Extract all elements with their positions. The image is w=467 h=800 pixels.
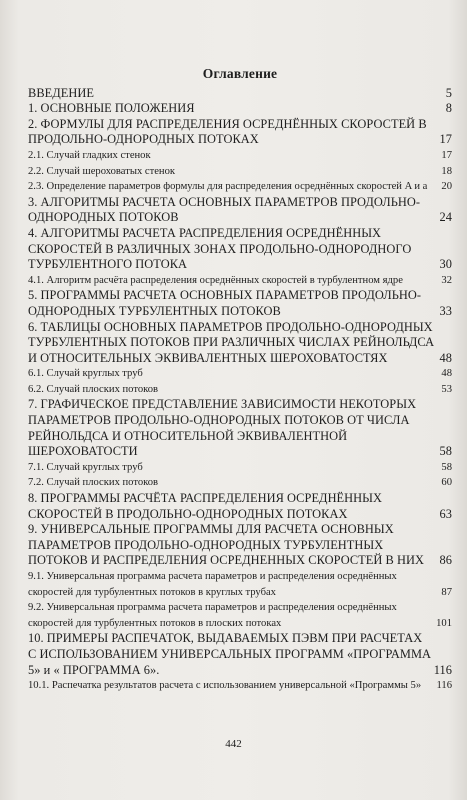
toc-entry-page: 20 — [441, 181, 452, 193]
toc-entry — [28, 460, 452, 476]
toc-entry-title: 7.1. Случай круглых труб — [28, 461, 143, 473]
toc-entry-page: 60 — [441, 477, 452, 489]
toc-entry — [28, 179, 452, 195]
toc-entry-page: 17 — [441, 149, 452, 161]
toc-entry-title: 7. ГРАФИЧЕСКОЕ ПРЕДСТАВЛЕНИЕ ЗАВИСИМОСТИ НЕКОТОРЫХ ПАРАМЕТРОВ ПРОДОЛЬНО-ОДНОРОДНЫХ ПОТОКОВ ОТ ЧИСЛА РЕЙНОЛЬДСА И ОТНОСИТЕЛЬНОЙ ЭКВИВАЛЕНТНОЙ ШЕРОХОВАТОСТИ — [28, 397, 417, 459]
toc-entry — [28, 195, 452, 226]
toc-entry-page: 5 — [445, 85, 452, 100]
toc-entry — [28, 320, 452, 367]
toc-entry — [28, 631, 452, 678]
toc-entry — [28, 678, 452, 694]
toc-entry-title: 6.2. Случай плоских потоков — [28, 383, 159, 395]
table-of-contents — [28, 66, 452, 694]
toc-entry-title: 7.2. Случай плоских потоков — [28, 477, 159, 489]
toc-entry-page: 101 — [436, 617, 452, 629]
toc-entry-page: 8 — [445, 101, 452, 116]
toc-entry-page: 116 — [436, 680, 452, 692]
toc-entry — [28, 117, 452, 148]
toc-entry — [28, 475, 452, 491]
toc-entry-title: 2.1. Случай гладких стенок — [28, 149, 151, 161]
toc-entry-page: 48 — [439, 350, 452, 365]
toc-entry-title: 6.1. Случай круглых труб — [28, 368, 143, 380]
toc-entry-page: 24 — [439, 210, 452, 225]
toc-entry-title: 9.1. Универсальная программа расчета параметров и распределения осреднённых скоростей для турбулентных потоков в круглых трубах — [28, 571, 397, 598]
toc-entry-title: 2. ФОРМУЛЫ ДЛЯ РАСПРЕДЕЛЕНИЯ ОСРЕДНЁННЫХ СКОРОСТЕЙ В ПРОДОЛЬНО-ОДНОРОДНЫХ ПОТОКАХ — [28, 116, 427, 147]
toc-entry-title: 9.2. Универсальная программа расчета параметров и распределения осреднённых скоростей для турбулентных потоков в плоских потоках — [28, 602, 397, 629]
toc-entry-title: 10.1. Распечатка результатов расчета с использованием универсальной «Программы 5» — [28, 680, 422, 692]
toc-entry — [28, 366, 452, 382]
toc-entry — [28, 288, 452, 319]
toc-entry — [28, 101, 452, 117]
toc-entry-title: 2.3. Определение параметров формулы для распределения осреднённых скоростей A и a — [28, 181, 428, 193]
toc-entry-title: 9. УНИВЕРСАЛЬНЫЕ ПРОГРАММЫ ДЛЯ РАСЧЕТА ОСНОВНЫХ ПАРАМЕТРОВ ПРОДОЛЬНО-ОДНОРОДНЫХ ТУРБУЛЕНТНЫХ ПОТОКОВ И РАСПРЕДЕЛЕНИЯ ОСРЕДНЕННЫХ СКОРОСТЕЙ В НИХ — [28, 522, 425, 568]
toc-entry — [28, 86, 452, 102]
toc-entry-page: 32 — [441, 274, 452, 286]
toc-entry-page: 87 — [441, 586, 452, 598]
toc-entry-page: 33 — [439, 303, 452, 318]
toc-entry-page: 116 — [433, 662, 452, 677]
toc-entry-page: 18 — [441, 165, 452, 177]
toc-entry-title: 8. ПРОГРАММЫ РАСЧЁТА РАСПРЕДЕЛЕНИЯ ОСРЕДНЁННЫХ СКОРОСТЕЙ В ПРОДОЛЬНО-ОДНОРОДНЫХ ПОТОКАХ — [28, 491, 383, 521]
toc-entry-title: ВВЕДЕНИЕ — [28, 85, 94, 100]
toc-entry-page: 58 — [441, 461, 452, 473]
toc-entry-page: 17 — [439, 132, 452, 147]
toc-heading: Оглавление — [202, 66, 278, 81]
toc-entry-title: 1. ОСНОВНЫЕ ПОЛОЖЕНИЯ — [28, 101, 195, 116]
toc-entry — [28, 397, 452, 459]
toc-entry-title: 2.2. Случай шероховатых стенок — [28, 165, 176, 177]
toc-entry — [28, 522, 452, 569]
toc-entry — [28, 164, 452, 180]
toc-entry-page: 86 — [439, 553, 452, 568]
toc-entry-page: 53 — [441, 383, 452, 395]
toc-entry — [28, 569, 452, 600]
toc-entry — [28, 273, 452, 289]
toc-entry-page: 48 — [441, 368, 452, 380]
toc-entry — [28, 491, 452, 522]
toc-entry-title: 6. ТАБЛИЦЫ ОСНОВНЫХ ПАРАМЕТРОВ ПРОДОЛЬНО-ОДНОРОДНЫХ ТУРБУЛЕНТНЫХ ПОТОКОВ ПРИ РАЗЛИЧНЫХ ЧИСЛАХ РЕЙНОЛЬДСА И ОТНОСИТЕЛЬНЫХ ЭКВИВАЛЕНТНЫХ ШЕРОХОВАТОСТЯХ — [28, 319, 435, 365]
toc-entry-page: 30 — [439, 257, 452, 272]
toc-entry-page: 63 — [439, 506, 452, 521]
toc-entry — [28, 226, 452, 273]
toc-entry — [28, 382, 452, 398]
toc-entry-page: 58 — [439, 444, 452, 459]
toc-entry-title: 10. ПРИМЕРЫ РАСПЕЧАТОК, ВЫДАВАЕМЫХ ПЭВМ ПРИ РАСЧЕТАХ С ИСПОЛЬЗОВАНИЕМ УНИВЕРСАЛЬНЫХ ПРОГРАММ «ПРОГРАММА 5» и « ПРОГРАММА 6». — [28, 631, 432, 677]
toc-entry-title: 5. ПРОГРАММЫ РАСЧЕТА ОСНОВНЫХ ПАРАМЕТРОВ ПРОДОЛЬНО-ОДНОРОДНЫХ ТУРБУЛЕНТНЫХ ПОТОКОВ — [28, 288, 422, 318]
toc-entry-title: 3. АЛГОРИТМЫ РАСЧЕТА ОСНОВНЫХ ПАРАМЕТРОВ ПРОДОЛЬНО-ОДНОРОДНЫХ ПОТОКОВ — [28, 194, 421, 225]
page-number: 442 — [225, 738, 242, 750]
toc-entry — [28, 148, 452, 164]
toc-entries — [28, 86, 452, 694]
toc-entry-title: 4.1. Алгоритм расчёта распределения осреднённых скоростей в турбулентном ядре — [28, 274, 403, 286]
toc-entry-title: 4. АЛГОРИТМЫ РАСЧЕТА РАСПРЕДЕЛЕНИЯ ОСРЕДНЁННЫХ СКОРОСТЕЙ В РАЗЛИЧНЫХ ЗОНАХ ПРОДОЛЬНО-ОДНОРОДНОГО ТУРБУЛЕНТНОГО ПОТОКА — [28, 225, 412, 272]
toc-entry — [28, 600, 452, 631]
